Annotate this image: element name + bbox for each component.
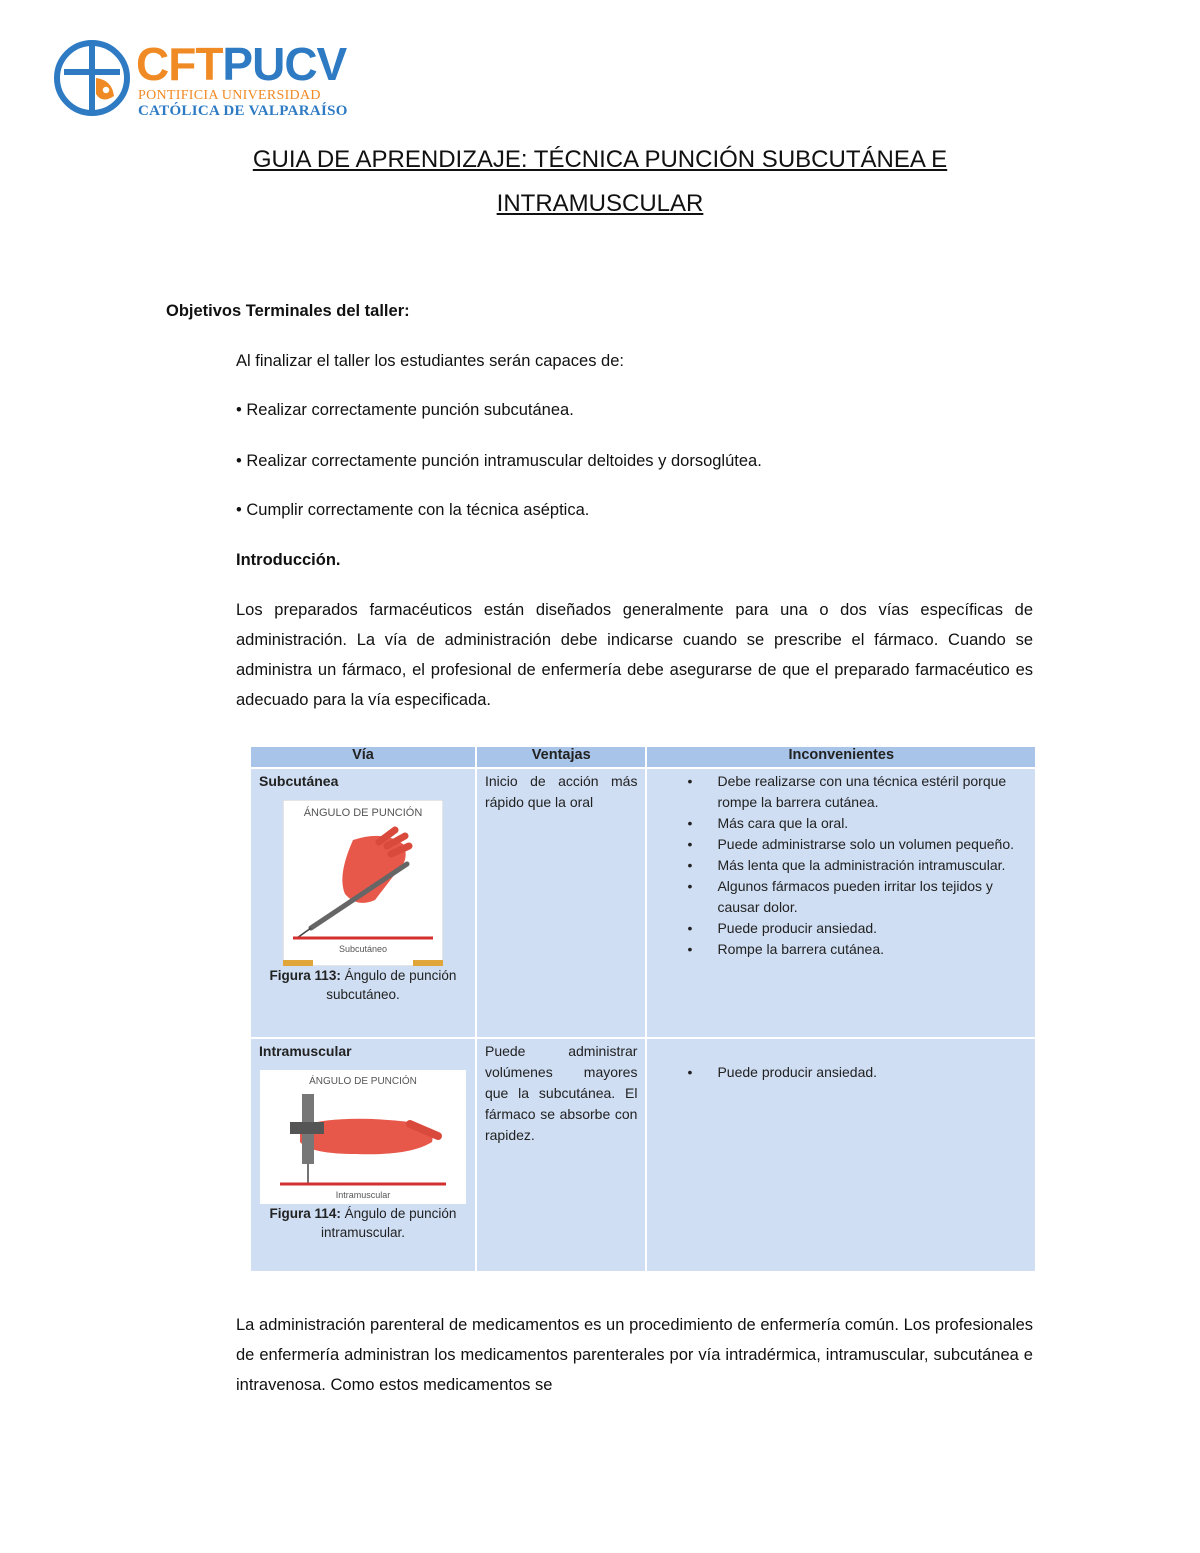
ventajas-cell: Puede administrar volúmenes mayores que la subcutánea. El fármaco se absorbe con rapidez. <box>476 1038 646 1272</box>
list-item: • Puede producir ansiedad. <box>717 1062 1027 1083</box>
intramuscular-angle-figure <box>260 1070 466 1204</box>
figure-label: Subcutáneo <box>338 944 388 954</box>
list-item: • Rompe la barrera cutánea. <box>717 939 1027 960</box>
objectives-heading: Objetivos Terminales del taller: <box>166 302 410 320</box>
figure-title: ÁNGULO DE PUNCIÓN <box>303 807 423 819</box>
title-line1: GUIA DE APRENDIZAJE: TÉCNICA PUNCIÓN SUBCUTÁNEA E <box>252 146 948 173</box>
via-name: Intramuscular <box>259 1043 352 1059</box>
figure-caption: Figura 114: Ángulo de punción intramuscular. <box>269 1206 457 1240</box>
institution-logo <box>52 38 372 122</box>
figure-label: Intramuscular <box>335 1190 391 1200</box>
inconvenientes-cell <box>646 768 1036 1038</box>
figure-caption: Figura 113: Ángulo de punción subcutáneo. <box>269 968 457 1002</box>
header-inconvenientes: Inconvenientes <box>646 746 1036 768</box>
via-cell <box>250 1038 476 1272</box>
table-header-row <box>250 746 1036 768</box>
list-item: • Más cara que la oral. <box>717 813 1027 834</box>
inconvenientes-list <box>655 771 1027 960</box>
closing-paragraph: La administración parenteral de medicamentos es un procedimiento de enfermería común. Los profesionales de enfermería administran los medicamentos parenterales por vía intradérmica, intramuscular, subcutánea e intravenosa. Como estos medicamentos se <box>236 1316 1033 1394</box>
objective-item-3: • Cumplir correctamente con la técnica aséptica. <box>236 501 590 519</box>
introduction-paragraph: Los preparados farmacéuticos están diseñados generalmente para una o dos vías específicas de administración. La vía de administración debe indicarse cuando se prescribe el fármaco. Cuando se administra un fármaco, el profesional de enfermería debe asegurarse de que el preparado farmacéutico es adecuado para la vía especificada. <box>236 601 1033 709</box>
university-name-line2: CATÓLICA DE VALPARAÍSO <box>138 103 348 119</box>
list-item: • Más lenta que la administración intramuscular. <box>717 855 1027 876</box>
document-title <box>150 138 1050 226</box>
list-item: • Algunos fármacos pueden irritar los tejidos y causar dolor. <box>717 876 1027 918</box>
via-name: Subcutánea <box>259 773 339 789</box>
objectives-intro: Al finalizar el taller los estudiantes serán capaces de: <box>236 352 624 370</box>
university-name-line1: PONTIFICIA UNIVERSIDAD <box>138 88 321 103</box>
via-cell <box>250 768 476 1038</box>
list-item: • Debe realizarse con una técnica estéril porque rompe la barrera cutánea. <box>717 771 1027 813</box>
objective-item-1: • Realizar correctamente punción subcutánea. <box>236 401 574 419</box>
inconvenientes-list <box>655 1062 1027 1083</box>
introduction-heading: Introducción. <box>236 551 341 569</box>
objective-item-2: • Realizar correctamente punción intramuscular deltoides y dorsoglútea. <box>236 452 762 470</box>
list-item: • Puede administrarse solo un volumen pequeño. <box>717 834 1027 855</box>
brand-wordmark: CFTPUCV <box>136 38 347 90</box>
administration-routes-table <box>249 745 1037 1273</box>
figure-title: ÁNGULO DE PUNCIÓN <box>309 1076 417 1087</box>
list-item: • Puede producir ansiedad. <box>717 918 1027 939</box>
table-row <box>250 768 1036 1038</box>
title-line2: INTRAMUSCULAR <box>496 190 704 217</box>
header-ventajas: Ventajas <box>476 746 646 768</box>
ventajas-cell: Inicio de acción más rápido que la oral <box>476 768 646 1038</box>
header-via: Vía <box>250 746 476 768</box>
university-emblem-icon <box>52 38 132 118</box>
table-row <box>250 1038 1036 1272</box>
inconvenientes-cell <box>646 1038 1036 1272</box>
subcutaneous-angle-figure <box>283 800 443 966</box>
